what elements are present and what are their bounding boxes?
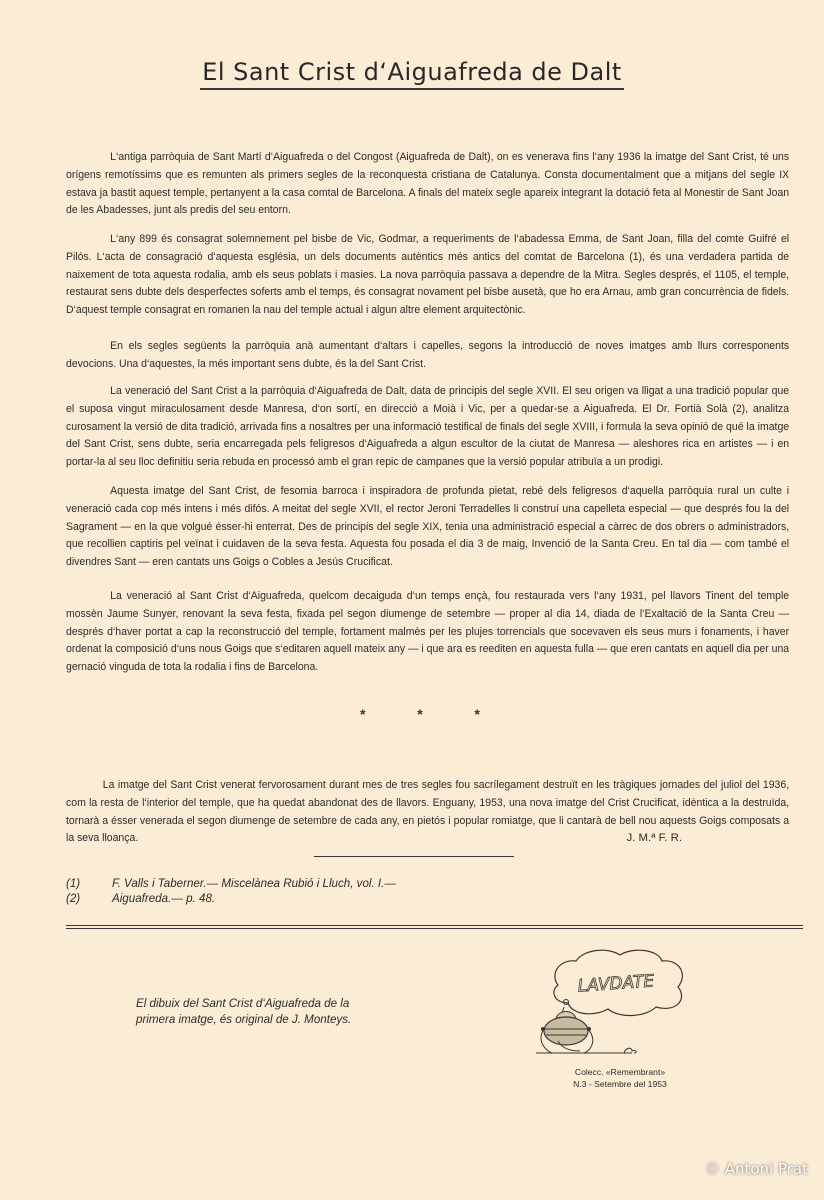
chain-loop	[624, 1048, 636, 1053]
collection-info	[560, 1066, 680, 1090]
double-rule-divider	[66, 925, 803, 929]
censer-bowl	[544, 1017, 588, 1045]
body-paragraph: L‘any 899 és consagrat solemnement pel bisbe de Vic, Godmar, a requeriments de l‘abadessa Emma, de Sant Joan, filla del comte Guifré el Pilós. L‘acta de consagració d‘aquesta església, un dels documents autèntics més antics del comtat de Barcelona (1), és una verdadera partida de naixement de tota aquesta rodalia, amb els seus poblats i masies. La nova parròquia passava a dependre de la Mitra. Segles després, el 1105, el temple, restaurat sens dubte dels desperfectes soferts amb el temps, és consagrat novament pel bisbe ausetà, que ho era Arnau, amb gran concurrència de fidels. D‘aquest temple consagrat en romanen la nau del temple actual i algun altre element arquitectònic.	[66, 233, 790, 316]
footnotes	[66, 876, 396, 906]
footnote-text: F. Valls i Taberner.— Miscelànea Rubió i Lluch, vol. I.—	[112, 877, 396, 890]
author-signature: J. M.ª F. R.	[626, 832, 682, 844]
separator-star: *	[360, 706, 366, 722]
lavdate-lettering: LAVDATE	[577, 971, 655, 997]
page-title	[0, 58, 824, 90]
collection-issue: N.3 - Setembre del 1953	[573, 1079, 667, 1089]
footnote	[66, 891, 396, 906]
censer-knob	[564, 1000, 569, 1005]
page-title-text: El Sant Crist d‘Aiguafreda de Dalt	[200, 58, 624, 90]
copyright-watermark: © Antoni Prat	[704, 1160, 808, 1178]
body-paragraph: Aquesta imatge del Sant Crist, de fesomia barroca i inspiradora de profunda pietat, rebé dels feligresos d‘aquella parròquia rural un culte i veneració cada cop més intens i més difós. A meitat del segle XVII, el rector Jeroni Terradelles li construí una capelleta especial — que després fou la del Sagrament — en la que volgué ésser-hi enterrat. Des de principis del segle XIX, tenia una administració especial a càrrec de dos obrers o administradors, que recollien captiris pel veïnat i cuidaven de la seva festa. Aquesta fou posada el dia 3 de maig, Invenció de la Santa Creu. En tal dia — com també el divendres Sant — eren cantats uns Goigs o Cobles a Jesús Crucificat.	[66, 485, 790, 568]
body-paragraph: La veneració al Sant Crist d‘Aiguafreda, quelcom decaiguda d‘un temps ençà, fou restaurada vers l‘any 1931, pel llavors Tinent del temple mossèn Jaume Sunyer, renovant la seva festa, fixada pel segon diumenge de setembre — proper al dia 14, diada de l‘Exaltació de la Santa Creu — després d‘haver portat a cap la reconstrucció del temple, fortament malmès per les plujes torrencials que socevaven els seus murs i fonaments, i haver ordenat la composició d‘uns nous Goigs que s‘editaren aquell mateix any — i que ara es reediten en aquesta fulla — que eren cantats en aquell dia per una gernació vinguda de tota la rodalia i fins de Barcelona.	[66, 590, 790, 673]
footnote-number: (2)	[66, 892, 81, 905]
closing-paragraph: La imatge del Sant Crist venerat fervorosament durant mes de tres segles fou sacrílegament destruït en les tràgiques jornades del juliol del 1936, com la resta de l‘interior del temple, que ha quedat abandonat des de llavors. Enguany, 1953, una nova imatge del Crist Crucificat, idèntica a la destruïda, tornarà a ésser venerada el segon diumenge de setembre de cada any, en pietós i popular romiatge, que li cantarà de bell nou aquests Goigs composats a la seva lloança.	[66, 779, 790, 845]
footnote-number: (1)	[66, 877, 81, 890]
section-separator	[360, 706, 480, 722]
censer-ring	[541, 1027, 545, 1031]
footnote	[66, 876, 396, 891]
credit-line: El dibuix del Sant Crist d‘Aiguafreda de la	[136, 997, 350, 1010]
collection-name: Colecc. «Remembrant»	[574, 1067, 666, 1077]
body-paragraph: L‘antiga parròquia de Sant Martí d‘Aiguafreda o del Congost (Aiguafreda de Dalt), on es venerava fins l‘any 1936 la imatge del Sant Crist, té uns orígens remotíssims que es remunten als primers segles de la reconquesta cristiana de Catalunya. Consta documentalment que a mitjans del segle IX estava ja bastit aquest temple, pertanyent a la casa comtal de Barcelona. A finals del mateix segle apareix integrant la dotació feta al Monestir de Sant Joan de les Abadesses, junt als predis del seu entorn.	[66, 151, 790, 217]
censer-ring	[587, 1027, 591, 1031]
illustration-credit	[136, 996, 351, 1028]
separator-star: *	[474, 706, 480, 722]
censer-illustration	[528, 945, 698, 1060]
footnote-divider	[314, 856, 514, 857]
body-paragraph: La veneració del Sant Crist a la parròquia d‘Aiguafreda de Dalt, data de principis del segle XVII. El seu origen va lligat a una tradició popular que el suposa vingut miraculosament desde Manresa, d‘on sortí, en direcció a Moià i Vic, per a quedar-se a Aiguafreda. El Dr. Fortià Solà (2), analitza curosament la versió de dita tradició, arrivada fins a nosaltres per una informació testifical de finals del segle XVIII, i formula la seva opinió de qué la imatge del Sant Crist, sens dubte, seria encarregada pels feligresos d‘Aiguafreda a algun escultor de la ciutat de Manresa — aleshores rica en artistes — i en portar-la al seu lloc definitiu seria rebuda en processó amb el gran repic de campanes que la versió popular atribuïa a un prodigi.	[66, 385, 790, 468]
credit-line: primera imatge, és original de J. Monteys.	[136, 1013, 352, 1026]
footnote-text: Aiguafreda.— p. 48.	[112, 892, 216, 905]
separator-star: *	[417, 706, 423, 722]
body-paragraph: En els segles següents la parròquia anà aumentant d‘altars i capelles, segons la introducció de noves imatges amb llurs corresponents devocions. Una d‘aquestes, la més important sens dubte, és la del Sant Crist.	[66, 340, 790, 370]
